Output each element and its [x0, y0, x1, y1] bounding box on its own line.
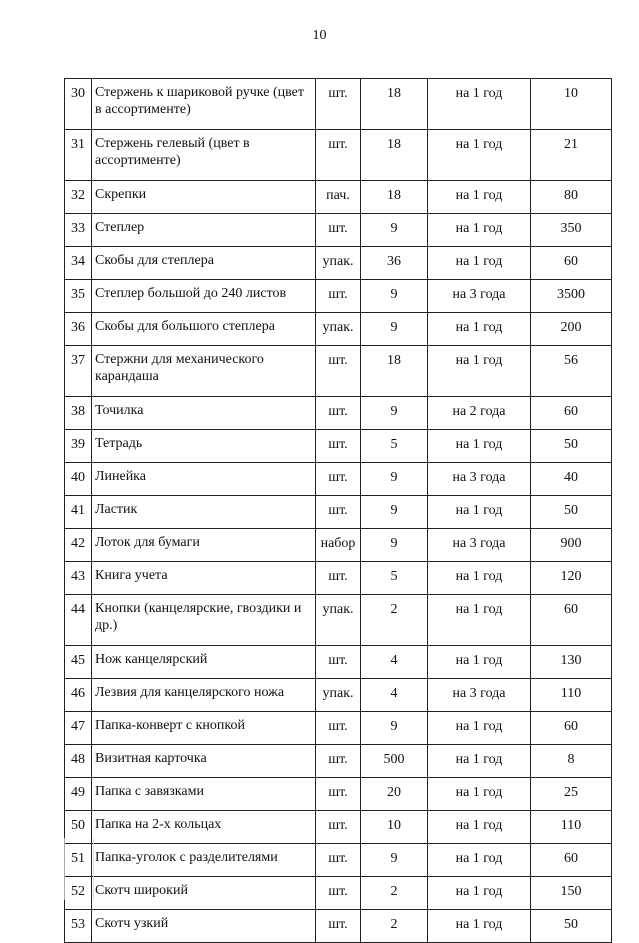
unit-cell: шт.	[316, 463, 361, 496]
unit-cell: пач.	[316, 181, 361, 214]
row-number-cell: 51	[65, 844, 92, 877]
period-cell: на 1 год	[428, 844, 531, 877]
price-cell: 56	[531, 346, 612, 397]
unit-cell: шт.	[316, 130, 361, 181]
period-cell: на 1 год	[428, 778, 531, 811]
item-name-cell: Скотч узкий	[92, 910, 316, 943]
table-row	[65, 130, 612, 181]
quantity-cell: 2	[361, 910, 428, 943]
item-name-cell: Папка-уголок с разделителями	[92, 844, 316, 877]
price-cell: 60	[531, 595, 612, 646]
table-row	[65, 745, 612, 778]
period-cell: на 1 год	[428, 130, 531, 181]
quantity-cell: 10	[361, 811, 428, 844]
table-row	[65, 346, 612, 397]
price-cell: 350	[531, 214, 612, 247]
supplies-table	[64, 78, 612, 943]
period-cell: на 3 года	[428, 280, 531, 313]
table-row	[65, 397, 612, 430]
quantity-cell: 500	[361, 745, 428, 778]
row-number-cell: 49	[65, 778, 92, 811]
unit-cell: шт.	[316, 214, 361, 247]
item-name-cell: Скрепки	[92, 181, 316, 214]
price-cell: 900	[531, 529, 612, 562]
table-row	[65, 529, 612, 562]
quantity-cell: 2	[361, 877, 428, 910]
price-cell: 50	[531, 496, 612, 529]
row-number-cell: 45	[65, 646, 92, 679]
price-cell: 150	[531, 877, 612, 910]
item-name-cell: Скобы для большого степлера	[92, 313, 316, 346]
row-number-cell: 31	[65, 130, 92, 181]
unit-cell: упак.	[316, 679, 361, 712]
row-number-cell: 52	[65, 877, 92, 910]
period-cell: на 1 год	[428, 430, 531, 463]
supplies-table-body	[65, 79, 612, 943]
unit-cell: шт.	[316, 79, 361, 130]
quantity-cell: 9	[361, 844, 428, 877]
price-cell: 50	[531, 910, 612, 943]
row-number-cell: 32	[65, 181, 92, 214]
unit-cell: шт.	[316, 712, 361, 745]
quantity-cell: 9	[361, 712, 428, 745]
table-margin-line	[64, 838, 94, 900]
unit-cell: упак.	[316, 247, 361, 280]
page-number: 10	[312, 28, 327, 43]
unit-cell: шт.	[316, 430, 361, 463]
quantity-cell: 36	[361, 247, 428, 280]
table-row	[65, 430, 612, 463]
period-cell: на 1 год	[428, 181, 531, 214]
item-name-cell: Степлер большой до 240 листов	[92, 280, 316, 313]
table-row	[65, 778, 612, 811]
quantity-cell: 9	[361, 529, 428, 562]
unit-cell: упак.	[316, 595, 361, 646]
row-number-cell: 37	[65, 346, 92, 397]
unit-cell: шт.	[316, 910, 361, 943]
quantity-cell: 18	[361, 346, 428, 397]
price-cell: 80	[531, 181, 612, 214]
quantity-cell: 9	[361, 496, 428, 529]
item-name-cell: Тетрадь	[92, 430, 316, 463]
unit-cell: шт.	[316, 280, 361, 313]
period-cell: на 1 год	[428, 712, 531, 745]
price-cell: 60	[531, 712, 612, 745]
item-name-cell: Папка с завязками	[92, 778, 316, 811]
item-name-cell: Лезвия для канцелярского ножа	[92, 679, 316, 712]
price-cell: 40	[531, 463, 612, 496]
row-number-cell: 44	[65, 595, 92, 646]
unit-cell: шт.	[316, 778, 361, 811]
row-number-cell: 30	[65, 79, 92, 130]
item-name-cell: Линейка	[92, 463, 316, 496]
item-name-cell: Нож канцелярский	[92, 646, 316, 679]
period-cell: на 3 года	[428, 529, 531, 562]
price-cell: 130	[531, 646, 612, 679]
item-name-cell: Папка-конверт с кнопкой	[92, 712, 316, 745]
unit-cell: шт.	[316, 397, 361, 430]
row-number-cell: 48	[65, 745, 92, 778]
price-cell: 110	[531, 811, 612, 844]
period-cell: на 1 год	[428, 910, 531, 943]
item-name-cell: Лоток для бумаги	[92, 529, 316, 562]
period-cell: на 3 года	[428, 679, 531, 712]
item-name-cell: Стержни для механического карандаша	[92, 346, 316, 397]
period-cell: на 1 год	[428, 646, 531, 679]
unit-cell: шт.	[316, 562, 361, 595]
price-cell: 200	[531, 313, 612, 346]
item-name-cell: Кнопки (канцелярские, гвоздики и др.)	[92, 595, 316, 646]
quantity-cell: 18	[361, 181, 428, 214]
unit-cell: шт.	[316, 877, 361, 910]
row-number-cell: 43	[65, 562, 92, 595]
unit-cell: шт.	[316, 646, 361, 679]
table-row	[65, 214, 612, 247]
row-number-cell: 38	[65, 397, 92, 430]
quantity-cell: 5	[361, 430, 428, 463]
period-cell: на 2 года	[428, 397, 531, 430]
quantity-cell: 9	[361, 214, 428, 247]
quantity-cell: 9	[361, 397, 428, 430]
price-cell: 60	[531, 247, 612, 280]
row-number-cell: 34	[65, 247, 92, 280]
unit-cell: шт.	[316, 496, 361, 529]
item-name-cell: Ластик	[92, 496, 316, 529]
period-cell: на 1 год	[428, 877, 531, 910]
unit-cell: шт.	[316, 811, 361, 844]
table-row	[65, 463, 612, 496]
price-cell: 50	[531, 430, 612, 463]
price-cell: 3500	[531, 280, 612, 313]
price-cell: 25	[531, 778, 612, 811]
row-number-cell: 35	[65, 280, 92, 313]
table-row	[65, 712, 612, 745]
table-row	[65, 844, 612, 877]
quantity-cell: 20	[361, 778, 428, 811]
table-row	[65, 646, 612, 679]
item-name-cell: Точилка	[92, 397, 316, 430]
table-row	[65, 496, 612, 529]
quantity-cell: 18	[361, 79, 428, 130]
price-cell: 21	[531, 130, 612, 181]
row-number-cell: 53	[65, 910, 92, 943]
item-name-cell: Визитная карточка	[92, 745, 316, 778]
quantity-cell: 4	[361, 679, 428, 712]
table-row	[65, 280, 612, 313]
table-row	[65, 181, 612, 214]
item-name-cell: Стержень к шариковой ручке (цвет в ассортименте)	[92, 79, 316, 130]
quantity-cell: 5	[361, 562, 428, 595]
period-cell: на 1 год	[428, 79, 531, 130]
quantity-cell: 9	[361, 463, 428, 496]
price-cell: 120	[531, 562, 612, 595]
table-row	[65, 595, 612, 646]
table-row	[65, 79, 612, 130]
quantity-cell: 9	[361, 313, 428, 346]
row-number-cell: 41	[65, 496, 92, 529]
period-cell: на 1 год	[428, 496, 531, 529]
table-row	[65, 313, 612, 346]
period-cell: на 1 год	[428, 595, 531, 646]
table-row	[65, 679, 612, 712]
period-cell: на 3 года	[428, 463, 531, 496]
row-number-cell: 46	[65, 679, 92, 712]
price-cell: 60	[531, 844, 612, 877]
item-name-cell: Книга учета	[92, 562, 316, 595]
price-cell: 10	[531, 79, 612, 130]
item-name-cell: Скотч широкий	[92, 877, 316, 910]
period-cell: на 1 год	[428, 745, 531, 778]
row-number-cell: 36	[65, 313, 92, 346]
period-cell: на 1 год	[428, 562, 531, 595]
item-name-cell: Папка на 2-х кольцах	[92, 811, 316, 844]
table-row	[65, 811, 612, 844]
unit-cell: упак.	[316, 313, 361, 346]
table-row	[65, 910, 612, 943]
period-cell: на 1 год	[428, 214, 531, 247]
quantity-cell: 4	[361, 646, 428, 679]
item-name-cell: Стержень гелевый (цвет в ассортименте)	[92, 130, 316, 181]
unit-cell: шт.	[316, 844, 361, 877]
quantity-cell: 9	[361, 280, 428, 313]
item-name-cell: Скобы для степлера	[92, 247, 316, 280]
row-number-cell: 39	[65, 430, 92, 463]
unit-cell: шт.	[316, 745, 361, 778]
quantity-cell: 18	[361, 130, 428, 181]
price-cell: 60	[531, 397, 612, 430]
period-cell: на 1 год	[428, 247, 531, 280]
row-number-cell: 33	[65, 214, 92, 247]
quantity-cell: 2	[361, 595, 428, 646]
row-number-cell: 42	[65, 529, 92, 562]
table-row	[65, 247, 612, 280]
period-cell: на 1 год	[428, 313, 531, 346]
row-number-cell: 50	[65, 811, 92, 844]
item-name-cell: Степлер	[92, 214, 316, 247]
period-cell: на 1 год	[428, 811, 531, 844]
row-number-cell: 47	[65, 712, 92, 745]
unit-cell: набор	[316, 529, 361, 562]
table-row	[65, 562, 612, 595]
row-number-cell: 40	[65, 463, 92, 496]
price-cell: 8	[531, 745, 612, 778]
price-cell: 110	[531, 679, 612, 712]
unit-cell: шт.	[316, 346, 361, 397]
period-cell: на 1 год	[428, 346, 531, 397]
